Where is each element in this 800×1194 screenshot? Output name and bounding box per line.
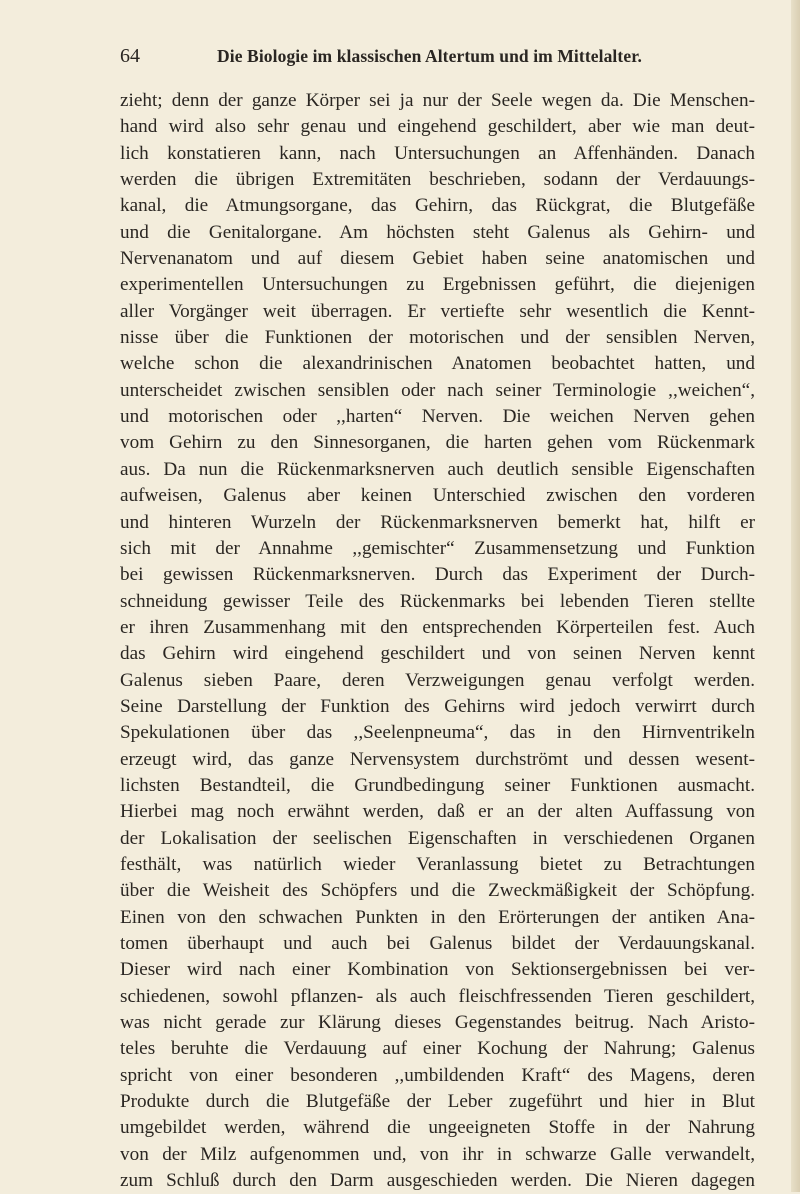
text-line: experimentellen Untersuchungen zu Ergebnissen geführt, die diejenigen [120, 274, 755, 296]
text-line: aller Vorgänger weit überragen. Er vertiefte sehr wesentlich die Kennt- [120, 300, 755, 322]
text-line: zum Schluß durch den Darm ausgeschieden werden. Die Nieren dagegen [120, 1170, 755, 1192]
text-line: was nicht gerade zur Klärung dieses Gegenstandes beitrug. Nach Aristo- [120, 1012, 755, 1034]
text-line: und motorischen oder ,,harten“ Nerven. Die weichen Nerven gehen [120, 406, 755, 428]
text-line: spricht von einer besonderen ,,umbildenden Kraft“ des Magens, deren [120, 1064, 755, 1086]
text-line: unterscheidet zwischen sensiblen oder nach seiner Terminologie ,,weichen“, [120, 379, 755, 401]
text-line: schneidung gewisser Teile des Rückenmarks bei lebenden Tieren stellte [120, 590, 755, 612]
text-line: erzeugt wird, das ganze Nervensystem durchströmt und dessen wesent- [120, 748, 755, 770]
text-line: über die Weisheit des Schöpfers und die Zweckmäßigkeit der Schöpfung. [120, 880, 755, 902]
running-head-title: Die Biologie im klassischen Altertum und im Mittelalter. [217, 46, 642, 66]
text-line: vom Gehirn zu den Sinnesorganen, die harten gehen vom Rückenmark [120, 432, 755, 454]
page-edge [791, 0, 800, 1192]
text-line: nisse über die Funktionen der motorischen und der sensiblen Nerven, [120, 327, 755, 349]
text-line: Galenus sieben Paare, deren Verzweigungen genau verfolgt werden. [120, 669, 755, 691]
text-line: zieht; denn der ganze Körper sei ja nur der Seele wegen da. Die Menschen- [120, 90, 755, 111]
text-line: aufweisen, Galenus aber keinen Unterschied zwischen den vorderen [120, 485, 755, 507]
text-line: werden die übrigen Extremitäten beschrieben, sodann der Verdauungs- [120, 169, 755, 191]
text-line: Einen von den schwachen Punkten in den Erörterungen der antiken Ana- [120, 906, 755, 928]
text-line: schiedenen, sowohl pflanzen- als auch fleischfressenden Tieren geschildert, [120, 985, 755, 1007]
text-line: er ihren Zusammenhang mit den entsprechenden Körperteilen fest. Auch [120, 616, 755, 638]
text-line: Dieser wird nach einer Kombination von Sektionsergebnissen bei ver- [120, 959, 755, 981]
body-text [120, 88, 755, 1194]
text-line: von der Milz aufgenommen und, von ihr in schwarze Galle verwandelt, [120, 1143, 755, 1165]
text-line: und hinteren Wurzeln der Rückenmarksnerven bemerkt hat, hilft er [120, 511, 755, 533]
text-line: tomen überhaupt und auch bei Galenus bildet der Verdauungskanal. [120, 933, 755, 954]
text-line: welche schon die alexandrinischen Anatomen beobachtet hatten, und [120, 353, 755, 375]
text-line: hand wird also sehr genau und eingehend geschildert, aber wie man deut- [120, 116, 755, 138]
text-line: teles beruhte die Verdauung auf einer Kochung der Nahrung; Galenus [120, 1038, 755, 1060]
text-line: Seine Darstellung der Funktion des Gehirns wird jedoch verwirrt durch [120, 695, 755, 717]
text-line: der Lokalisation der seelischen Eigenschaften in verschiedenen Organen [120, 827, 755, 849]
text-line: das Gehirn wird eingehend geschildert und von seinen Nerven kennt [120, 643, 755, 665]
text-line: Nervenanatom und auf diesem Gebiet haben seine anatomischen und [120, 248, 755, 270]
text-line: und die Genitalorgane. Am höchsten steht Galenus als Gehirn- und [120, 221, 755, 243]
text-line: festhält, was natürlich wieder Veranlassung bietet zu Betrachtungen [120, 853, 755, 875]
page-number: 64 [120, 45, 140, 67]
text-line: umgebildet werden, während die ungeeigneten Stoffe in der Nahrung [120, 1117, 755, 1139]
text-line: kanal, die Atmungsorgane, das Gehirn, das Rückgrat, die Blutgefäße [120, 195, 755, 217]
text-line: Hierbei mag noch erwähnt werden, daß er an der alten Auffassung von [120, 801, 755, 823]
text-line: lich konstatieren kann, nach Untersuchungen an Affenhänden. Danach [120, 142, 755, 164]
text-line: sich mit der Annahme ,,gemischter“ Zusammensetzung und Funktion [120, 537, 755, 559]
text-line: Produkte durch die Blutgefäße der Leber zugeführt und hier in Blut [120, 1091, 755, 1113]
text-line: lichsten Bestandteil, die Grundbedingung seiner Funktionen ausmacht. [120, 774, 755, 796]
running-head [120, 42, 755, 70]
text-line: aus. Da nun die Rückenmarksnerven auch deutlich sensible Eigenschaften [120, 458, 755, 480]
text-line: Spekulationen über das ,,Seelenpneuma“, das in den Hirnventrikeln [120, 722, 755, 744]
text-line: bei gewissen Rückenmarksnerven. Durch das Experiment der Durch- [120, 564, 755, 586]
